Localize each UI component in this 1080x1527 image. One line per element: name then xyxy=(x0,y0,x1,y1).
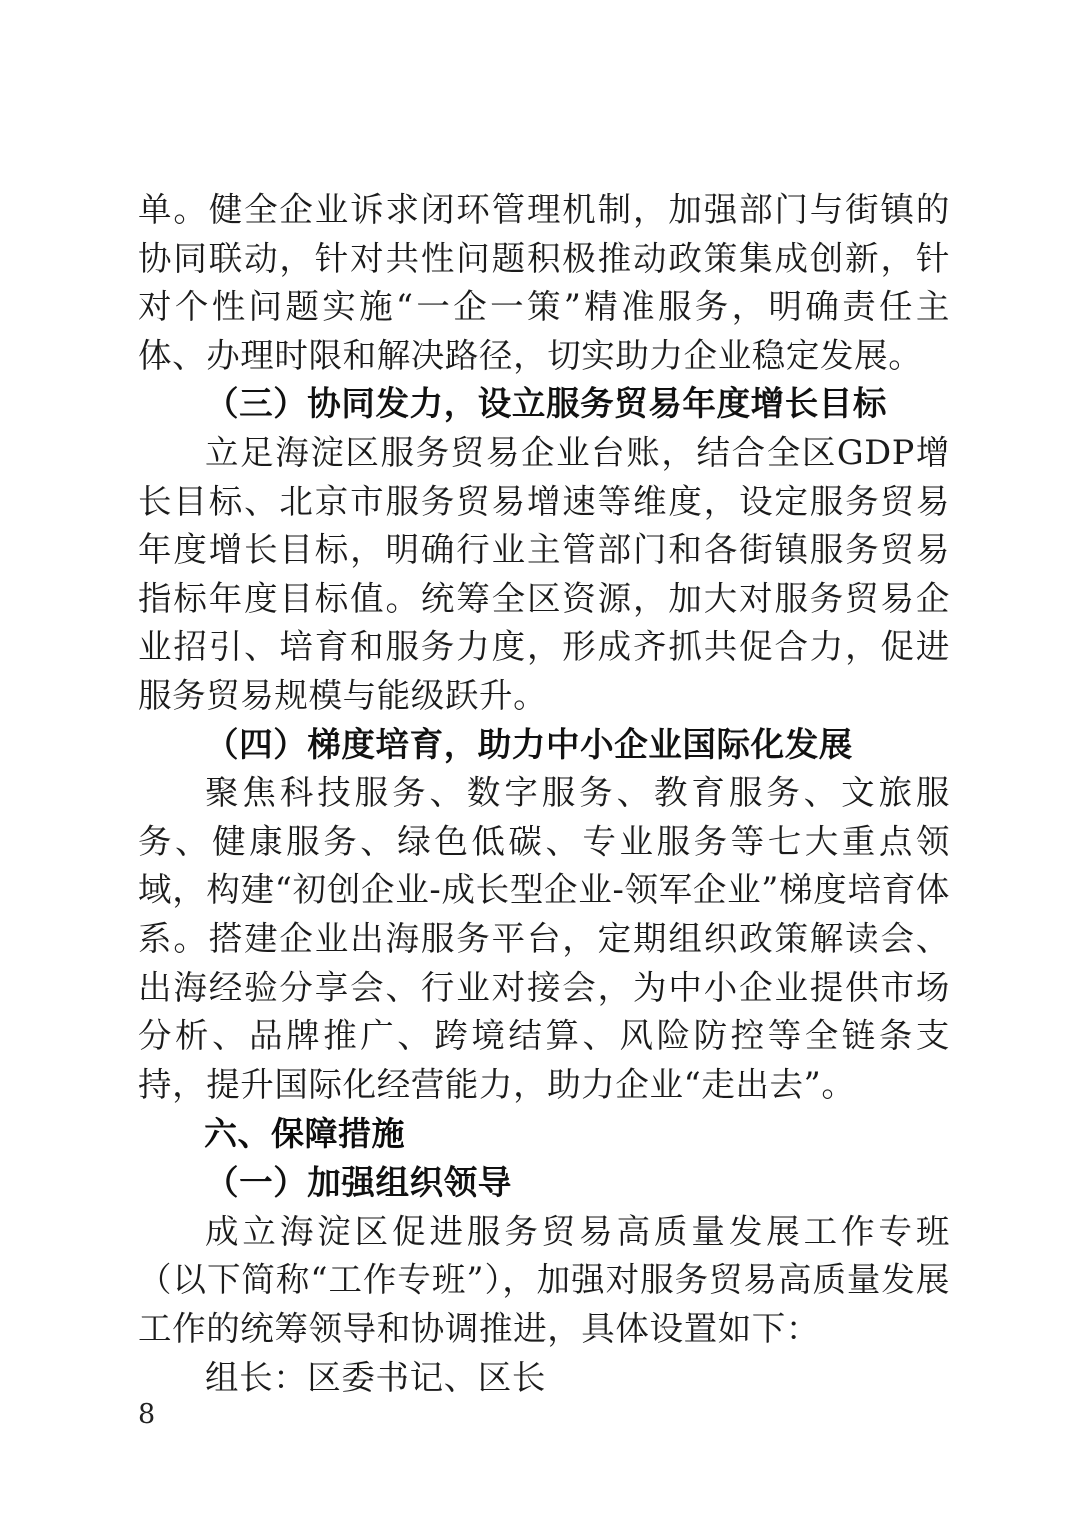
paragraph-working-group-establishment: 成立海淀区促进服务贸易高质量发展工作专班（以下简称“工作专班”），加强对服务贸易高质量发展工作的统筹领导和协调推进，具体设置如下： xyxy=(138,1211,950,1349)
page-number: 8 xyxy=(138,1399,156,1430)
subheading-section-one-strengthen-leadership: （一）加强组织领导 xyxy=(205,1163,512,1203)
section-heading-six-safeguard-measures: 六、保障措施 xyxy=(204,1114,405,1154)
line-group-leader: 组长：区委书记、区长 xyxy=(205,1357,546,1397)
page-body-text xyxy=(138,186,950,1402)
subheading-section-four: （四）梯度培育，助力中小企业国际化发展 xyxy=(205,724,853,764)
paragraph-annual-growth-target: 立足海淀区服务贸易企业台账，结合全区GDP增长目标、北京市服务贸易增速等维度，设定服务贸易年度增长目标，明确行业主管部门和各街镇服务贸易指标年度目标值。统筹全区资源，加大对服务贸易企业招引、培育和服务力度，形成齐抓共促合力，促进服务贸易规模与能级跃升。 xyxy=(138,432,950,715)
paragraph-tiered-cultivation: 聚焦科技服务、数字服务、教育服务、文旅服务、健康服务、绿色低碳、专业服务等七大重点领域，构建“初创企业-成长型企业-领军企业”梯度培育体系。搭建企业出海服务平台，定期组织政策解读会、出海经验分享会、行业对接会，为中小企业提供市场分析、品牌推广、跨境结算、风险防控等全链条支持，提升国际化经营能力，助力企业“走出去”。 xyxy=(138,773,950,1104)
paragraph-continuation-enterprise-appeal-mechanism: 单。健全企业诉求闭环管理机制，加强部门与街镇的协同联动，针对共性问题积极推动政策集成创新，针对个性问题实施“一企一策”精准服务，明确责任主体、办理时限和解决路径，切实助力企业稳定发展。 xyxy=(138,190,950,375)
subheading-section-three: （三）协同发力，设立服务贸易年度增长目标 xyxy=(205,384,887,424)
